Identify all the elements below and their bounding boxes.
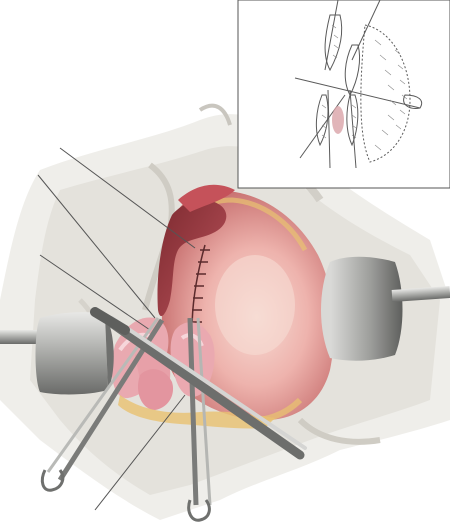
inset-sketch [238, 0, 450, 188]
inset-tint [332, 106, 344, 134]
